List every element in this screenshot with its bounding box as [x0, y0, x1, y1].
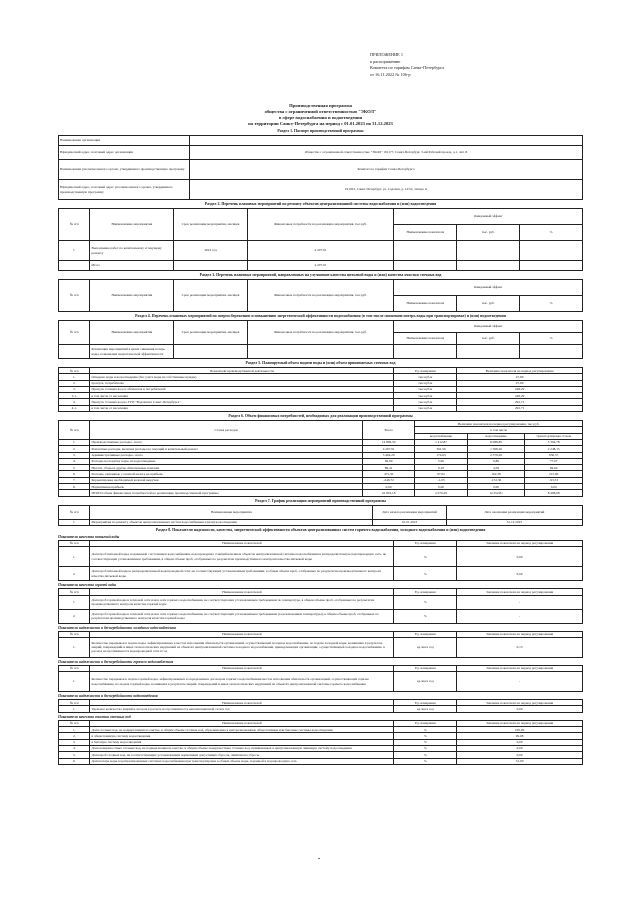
cell: 4,59	[467, 465, 525, 471]
column-header: Наименование мероприятия	[90, 209, 174, 241]
cell: Комитет по тарифам Санкт-Петербурга	[190, 160, 583, 180]
finance-table	[58, 420, 583, 497]
column-header: Ед. измерения	[394, 665, 457, 671]
cell: Налоги, сборы и другие обязательные платежи	[90, 465, 363, 471]
cell: 31.12.2023	[446, 519, 582, 525]
cell: ед./км в год	[394, 672, 457, 692]
cell: Корректировка необходимой валовой выручки	[90, 477, 363, 483]
cell: %	[394, 733, 457, 739]
subsection-heading: Показатели качества горячей воды	[58, 583, 117, 588]
energy-measures-table	[58, 320, 583, 359]
cell: в том числе от населения	[90, 405, 394, 411]
section-heading: Раздел 5. Планируемый объем подачи воды и (или) объем принимаемых сточных вод	[245, 361, 396, 365]
cell: 97,02	[415, 471, 467, 477]
subsection-heading: Показатели качества питьевой воды	[58, 534, 120, 539]
cell: 2023 год	[174, 241, 247, 261]
subsection-heading: Показатели надежности и бесперебойности горячего водоснабжения	[58, 659, 174, 664]
cell: -152,36	[467, 477, 525, 483]
column-header: № п/п	[59, 421, 90, 440]
cell: тыс.куб.м	[394, 386, 457, 392]
cell: 0,15	[457, 637, 583, 657]
cell: %	[394, 567, 457, 581]
cell: ИТОГО объем финансовых потребностей на реализацию производственной программы	[90, 490, 363, 496]
cell: 2.	[59, 609, 90, 623]
column-header: Статья расходов	[90, 421, 363, 440]
column-header: тыс. руб.	[457, 225, 520, 241]
cell: тыс.куб.м	[394, 399, 457, 405]
cell: тыс.куб.м	[394, 374, 457, 380]
cell: 4.	[59, 399, 90, 405]
cell: 1 412,87	[415, 439, 467, 445]
column-header: Наименование показателя	[394, 225, 457, 241]
column-header: Ед. измерения	[394, 368, 457, 374]
subsection-heading: Показатели надежности и бесперебойности холодного водоснабжения	[58, 625, 176, 630]
cell: тыс.куб.м	[394, 405, 457, 411]
cell: 4 207,91	[362, 446, 414, 452]
column-header: Наименование мероприятия	[90, 505, 373, 519]
cell: 292,71	[457, 399, 583, 405]
cell: -	[457, 609, 583, 623]
cell: 31,00	[457, 758, 583, 764]
cell: 650,37	[525, 452, 583, 458]
cell: 1.	[59, 374, 90, 380]
cell: 1 568,20	[467, 446, 525, 452]
cell: 2.	[59, 567, 90, 581]
cell	[394, 241, 457, 261]
column-header: транспортировка стоков	[525, 433, 583, 439]
cell: Расходы на покупку воды, на водоотведение	[90, 458, 363, 464]
cell: 2.	[59, 446, 90, 452]
column-header: Значение показателя на период регулирования	[457, 665, 583, 671]
cell: -246,72	[362, 477, 414, 483]
column-header: тыс. руб.	[457, 296, 520, 312]
cell: 22 819,18	[362, 490, 414, 496]
cell: ед./км в год	[394, 706, 457, 712]
column-header: № п/п	[59, 665, 90, 671]
cell: 89,41	[362, 465, 414, 471]
section-heading: Раздел 4. Перечень плановых мероприятий по энергосбережению и повышению энергетической эффективности водоснабжения (в том числе снижению потерь воды при транспортировке) и (или) водоотведения	[135, 314, 506, 318]
cell: Административные расходы - всего	[90, 452, 363, 458]
cell	[247, 345, 394, 359]
cell	[394, 345, 457, 359]
cell: 01.01.2023	[373, 519, 446, 525]
cell	[457, 345, 520, 359]
cell: Расходы, связанные с оплатой налога на прибыль	[90, 471, 363, 477]
cell: Производственные расходы - всего	[90, 439, 363, 445]
cell: 6.	[59, 471, 90, 477]
column-header: %	[520, 296, 583, 312]
cell: %	[394, 739, 457, 745]
cell: тыс.куб.м	[394, 380, 457, 386]
volume-table	[58, 367, 583, 412]
cell	[190, 136, 583, 146]
cell: ед./км в год	[394, 637, 457, 657]
cell: 99,98	[457, 733, 583, 739]
cell: Доля потерь воды в централизованных системах водоснабжения при транспортировке в общем объеме воды, поданной в водопроводную сеть	[90, 758, 394, 764]
section-heading: Раздел 2. Перечень плановых мероприятий по ремонту объектов централизованной системы водоснабжения и (или) водоотведения	[204, 202, 437, 206]
column-header: Наименование показателей	[90, 540, 394, 546]
cell: 1.	[59, 241, 90, 261]
column-header: %	[520, 225, 583, 241]
cell: Ремонтные расходы, включая расходы на текущий и капитальный ремонт	[90, 446, 363, 452]
column-header: Всего	[362, 421, 414, 440]
column-header: водоснабжение	[415, 433, 467, 439]
cell: Удельное количество аварий и засоров в расчете на протяженность канализационной сети в год	[90, 706, 394, 712]
cell: %	[394, 727, 457, 733]
cell: 0,00	[457, 706, 583, 712]
cell: Нормативная прибыль	[90, 484, 363, 490]
column-header: Ед. измерения	[394, 720, 457, 726]
cell: 3 404,29	[362, 452, 414, 458]
cell: 1.	[59, 672, 90, 692]
column-header: Наименование показателя	[394, 333, 457, 345]
cell: Количество перерывов в подаче воды, зафиксированных в местах исполнения обязательств организацией, осуществляющей холодное водоснабжение, по подаче холодной воды, возникших в результате аварий, повреждений и иных технологических нарушений на объектах централизованной системы холодного водоснабжения, принадлежащих организации, осуществляющей холодное водоснабжение, в расчете на протяженность водопроводной сети в год	[90, 637, 394, 657]
column-header: тыс. руб.	[457, 333, 520, 345]
cell	[59, 261, 90, 271]
cell: 4.	[59, 458, 90, 464]
cell: 7.	[59, 477, 90, 483]
cell: 0,00	[525, 484, 583, 490]
column-header: № п/п	[59, 505, 90, 519]
column-header: Наименование мероприятия	[90, 280, 174, 312]
section-heading: Раздел 1. Паспорт производственной программы	[277, 129, 364, 133]
column-header: № п/п	[59, 589, 90, 595]
cell: Наименование организации	[59, 136, 190, 146]
cell: 2.	[59, 733, 90, 739]
column-header: Значение показателя на период регулирования	[457, 589, 583, 595]
wastewater-quality-table	[58, 720, 583, 765]
cell: 248,29	[457, 393, 583, 399]
cell: в том числе от населения	[90, 393, 394, 399]
cell: 4 207,91	[247, 241, 394, 261]
cell: 14 806,50	[362, 439, 414, 445]
drinking-water-quality-table	[58, 540, 583, 581]
cell: 292,71	[457, 405, 583, 411]
cell	[174, 345, 247, 359]
cell: 0,18	[415, 465, 467, 471]
cell: 2 070,29	[415, 490, 467, 496]
title-line: на территории Санкт-Петербурга на период с 01.01.2023 по 31.12.2023	[248, 121, 393, 126]
section-heading: Раздел 6. Объем финансовых потребностей, необходимых для реализации производственной программы	[228, 414, 413, 419]
title-line: общества с ограниченной ответственностью "ЭКОЛ"	[264, 109, 377, 114]
cell: 0,00	[457, 739, 583, 745]
cell: 5.	[59, 465, 90, 471]
cell: %	[394, 752, 457, 758]
cell: 4.1.	[59, 405, 90, 411]
column-header: Показатели производственной деятельности	[90, 368, 394, 374]
cell: 4 207,91	[247, 261, 394, 271]
column-header: Наименование показателей	[90, 665, 394, 671]
column-header: Финансовые потребности на реализацию мероприятия, тыс.руб.	[247, 209, 394, 241]
cell: 0,00	[457, 752, 583, 758]
column-header: Ожидаемый эффект	[394, 321, 583, 333]
cell: в общесплавную систему водоотведения	[90, 733, 394, 739]
cell: 0,00	[457, 547, 583, 567]
column-header: № п/п	[59, 631, 90, 637]
cell: 4.	[59, 745, 90, 751]
column-header: № п/п	[59, 209, 90, 241]
document-title	[58, 103, 583, 127]
cell: 174,63	[415, 452, 467, 458]
cell: -	[457, 672, 583, 692]
cell: 8 496,08	[525, 490, 583, 496]
hot-water-reliability-table	[58, 665, 583, 692]
cell: %	[394, 547, 457, 567]
cell: 0,00	[415, 484, 467, 490]
hot-water-quality-table	[58, 588, 583, 623]
column-header: %	[520, 333, 583, 345]
schedule-table	[58, 505, 583, 526]
cell: 77,07	[525, 458, 583, 464]
cell: 0,00	[467, 484, 525, 490]
cell: %	[394, 745, 457, 751]
repair-table	[58, 208, 583, 271]
cell: 3.	[59, 386, 90, 392]
cell: 1.	[59, 439, 90, 445]
cell: 2.	[59, 380, 90, 386]
cell: 0,00	[457, 567, 583, 581]
scan-speck	[318, 858, 320, 859]
cell: 47,69	[457, 380, 583, 386]
cell: 12 252,81	[467, 490, 525, 496]
cell: 475,30	[362, 471, 414, 477]
cell: Доля проб питьевой воды, подаваемой с источников водоснабжения, водопроводных станций или иных объектов централизованной системы водоснабжения в распределительную водопроводную сеть, не соответствующих установленным требованиям, в общем объеме проб, отобранных по результатам производственного контроля качества питьевой воды	[90, 547, 394, 567]
column-header: Ожидаемый эффект	[394, 209, 583, 225]
cell: 8 088,85	[467, 439, 525, 445]
column-header: Величина показателя на период регулирования	[457, 368, 583, 374]
column-header: Наименование мероприятия	[90, 321, 174, 345]
cell: 1.	[59, 595, 90, 609]
column-header: Наименование показателей	[90, 720, 394, 726]
cell: 0,00	[457, 745, 583, 751]
cell: 215,90	[525, 471, 583, 477]
column-header: Ед. измерения	[394, 631, 457, 637]
cell: 191023, Санкт-Петербург, ул. Садовая, д. 14/52, литера А	[190, 180, 583, 200]
approval-line: ПРИЛОЖЕНИЕ 1	[370, 52, 404, 57]
cell: 82,99	[362, 458, 414, 464]
cell: 3.	[59, 452, 90, 458]
cell: 1.	[59, 547, 90, 567]
cell: Реализация мероприятий в целях снижения потерь воды, повышения энергетической эффективности	[90, 345, 174, 359]
cell: %	[394, 595, 457, 609]
cell: Пропуск сточных вод от абонентов и потребителей	[90, 386, 394, 392]
column-header: № п/п	[59, 321, 90, 345]
cell: Общество с ограниченной ответственностью "ЭКОЛ" 191177, Санкт-Петербург, 3-ий Рабочий проезд, д.1, лит. Б	[190, 146, 583, 160]
cell: %	[394, 609, 457, 623]
cell	[457, 261, 520, 271]
section-heading: Раздел 8. Показатели надежности, качества, энергетической эффективности объектов централизованных систем горячего водоснабжения, холодного водоснабжения и (или) водоотведения	[155, 527, 486, 532]
cell: Количество перерывов в подаче горячей воды, зафиксированных в определенных договором горячего водоснабжения местах исполнения обязательств организацией, осуществляющей горячее водоснабжение, по подаче горячей воды, возникших в результате аварий, повреждений и иных технологических нарушений на объектах централизованной системы горячего водоснабжения	[90, 672, 394, 692]
cell: 3.1.	[59, 393, 90, 399]
cell: Доля проб горячей воды в тепловой сети или в сети горячего водоснабжения, не соответствующих установленным требованиям по температуре, в общем объеме проб, отобранных по результатам производственного контроля качества горячей воды	[90, 595, 394, 609]
cold-water-reliability-table	[58, 631, 583, 658]
cell: Юридический адрес, почтовый адрес организации	[59, 146, 190, 160]
column-header: Наименование показателей	[90, 631, 394, 637]
column-header: № п/п	[59, 368, 90, 374]
cell: Доля сточных вод, не подвергающихся очистке, в общем объеме сточных вод, сбрасываемых в централизованные общесплавные или бытовые системы водоотведения	[90, 727, 394, 733]
approval-line: к распоряжению	[370, 58, 401, 64]
cell: Мероприятия по ремонту объектов централизованных систем водоснабжения и (или) водоотведения	[90, 519, 373, 525]
column-header: Дата начала реализации мероприятий	[373, 505, 446, 519]
column-header: Ожидаемый эффект	[394, 280, 583, 296]
cell: Доля проб сточных вод, не соответствующих установленным нормативам допустимых сбросов, лимитам на сбросы	[90, 752, 394, 758]
column-header: № п/п	[59, 280, 90, 312]
cell: 0,86	[467, 458, 525, 464]
quality-measures-table	[58, 279, 583, 312]
column-header: Финансовые потребности на реализацию мероприятия, тыс.руб.	[247, 280, 394, 312]
cell: 1.	[59, 706, 90, 712]
cell: 84,64	[525, 465, 583, 471]
cell: 1.	[59, 727, 90, 733]
cell: тыс.куб.м	[394, 393, 457, 399]
cell: 2 248,15	[525, 446, 583, 452]
cell	[520, 345, 583, 359]
title-line: в сфере водоснабжения и водоотведения	[278, 115, 363, 120]
column-header: Значение показателя на период регулирования	[457, 540, 583, 546]
cell: в бытовую систему водоотведения	[90, 739, 394, 745]
column-header: Дата окончания реализации мероприятий	[446, 505, 582, 519]
column-header: № п/п	[59, 720, 90, 726]
document-page	[58, 40, 583, 765]
cell	[520, 241, 583, 261]
cell: 6.	[59, 758, 90, 764]
cell: -93,33	[525, 477, 583, 483]
column-header: Ед. измерения	[394, 589, 457, 595]
cell: 100,00	[457, 727, 583, 733]
cell: 1.	[59, 519, 90, 525]
cell	[457, 241, 520, 261]
cell: 5,06	[415, 458, 467, 464]
column-header: Ед. измерения	[394, 540, 457, 546]
column-header: № п/п	[59, 700, 90, 706]
cell: 47,69	[457, 374, 583, 380]
subsection-heading: Показатели надежности и бесперебойности водоотведения	[58, 694, 158, 699]
column-header: Срок реализации мероприятия, месяцев	[174, 280, 247, 312]
cell: 248,29	[457, 386, 583, 392]
cell	[59, 345, 90, 359]
sewerage-reliability-table	[58, 699, 583, 713]
section-heading: Раздел 7. График реализации мероприятий производственной программы	[255, 498, 386, 503]
cell	[394, 261, 457, 271]
cell: Доля проб горячей воды в тепловой сети или в сети горячего водоснабжения, не соответствующих установленным требованиям (за исключением температуры), в общем объеме проб, отобранных по результатам производственного контроля качества горячей воды	[90, 609, 394, 623]
column-header: в том числе	[415, 427, 583, 433]
column-header: № п/п	[59, 540, 90, 546]
cell: -	[457, 595, 583, 609]
column-header: Наименование показателя	[394, 296, 457, 312]
approval-line: Комитета по тарифам Санкт-Петербурга	[370, 65, 445, 70]
cell: %	[394, 758, 457, 764]
cell: Итого	[90, 261, 174, 271]
cell: 3.	[59, 739, 90, 745]
column-header: Наименование показателей	[90, 700, 394, 706]
cell: 5 304,78	[525, 439, 583, 445]
cell: Пропуск сточных вод на ГУП "Водоканал Санкт-Петербурга"	[90, 399, 394, 405]
column-header: Финансовые потребности на реализацию мероприятия, тыс.руб.	[247, 321, 394, 345]
cell: Доля проб питьевой воды в распределительной водопроводной сети, не соответствующих установленным требованиям, в общем объеме проб, отобранных по результатам производственного контроля качества питьевой воды	[90, 567, 394, 581]
column-header: Срок реализации мероприятия, месяцев	[174, 209, 247, 241]
column-header: Величина показателя на период регулирования, тыс.руб.	[415, 421, 583, 427]
cell: 8.	[59, 484, 90, 490]
cell: -1,03	[415, 477, 467, 483]
cell: 1.	[59, 637, 90, 657]
cell: Выполнение работ по капитальному и текущему ремонту	[90, 241, 174, 261]
column-header: водоотведение	[467, 433, 525, 439]
cell	[520, 261, 583, 271]
column-header: Значение показателя на период регулирования	[457, 631, 583, 637]
column-header: Ед. измерения	[394, 700, 457, 706]
section-heading: Раздел 3. Перечень плановых мероприятий, направленных на улучшение качества питьевой воды и (или) качества очистки сточных вод	[199, 273, 442, 277]
cell: 5.	[59, 752, 90, 758]
column-header: Срок реализации мероприятия, месяцев	[174, 321, 247, 345]
cell: Юридический адрес, почтовый адрес уполномоченного органа, утвердившего производственную программу	[59, 180, 190, 200]
cell: 162,38	[467, 471, 525, 477]
column-header: Наименование показателей	[90, 589, 394, 595]
approval-line: от 16.11.2022 № 106-р	[370, 71, 411, 77]
title-line: Производственная программа	[289, 103, 352, 108]
cell	[59, 490, 90, 496]
cell: Наименование уполномоченного органа, утвердившего производственную программу	[59, 160, 190, 180]
subsection-heading: Показатели качества очистки сточных вод	[58, 714, 131, 719]
passport-table	[58, 135, 583, 200]
cell: 0,00	[362, 484, 414, 490]
cell: 391,56	[415, 446, 467, 452]
cell: пропуск, потребителю	[90, 380, 394, 386]
column-header: Значение показателя на период регулирования	[457, 700, 583, 706]
cell: Отведено воды и водоотведение (без учета воды на собственные нужды)	[90, 374, 394, 380]
cell	[174, 261, 247, 271]
cell: Доля поверхностных сточных вод, не подвергающихся очистке, в общем объеме поверхностных сточных вод, принимаемых в централизованную ливневую систему водоотведения	[90, 745, 394, 751]
cell: 2 579,29	[467, 452, 525, 458]
column-header: Значение показателя на период регулирования	[457, 720, 583, 726]
